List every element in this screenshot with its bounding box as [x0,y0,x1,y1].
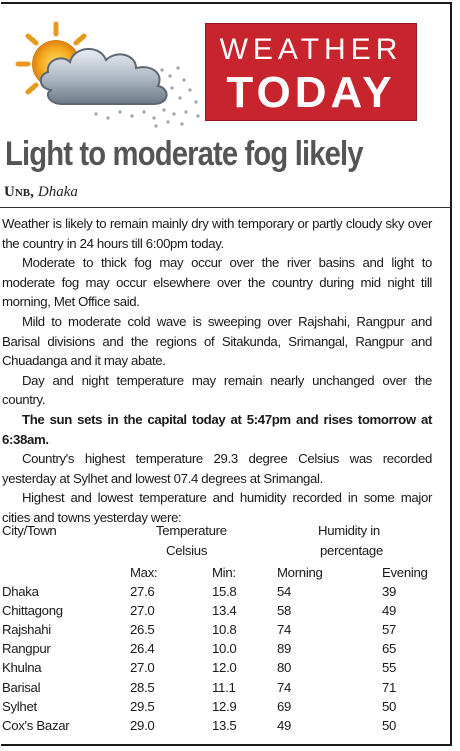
cell-min: 10.8 [212,622,237,637]
cell-max: 27.0 [130,660,155,675]
cell-max: 27.0 [130,603,155,618]
cell-evening: 50 [382,718,397,733]
byline-dateline: Dhaka [37,184,78,200]
masthead-weather: WEATHER [219,33,403,66]
table-row [2,601,432,620]
col-header-percentage: percentage [320,543,383,558]
paragraph: Moderate to thick fog may occur over the river basins and light to moderate fog may occur elsewhere over the country during mid night till morning, Met Office said. [2,255,432,310]
divider [0,207,451,208]
col-header-city: City/Town [2,523,57,538]
cell-morning: 89 [277,641,292,656]
table-row [2,620,432,639]
cloud-sun-rain-icon [12,20,208,128]
col-header-temperature: Temperature [156,523,227,538]
cell-min: 13.5 [212,718,237,733]
cell-morning: 74 [277,680,292,695]
cell-max: 27.6 [130,584,155,599]
cell-city: Sylhet [2,699,37,714]
cell-city: Chittagong [2,603,63,618]
cell-city: Dhaka [2,584,39,599]
cell-city: Cox's Bazar [2,718,70,733]
cell-evening: 49 [382,603,397,618]
subheader-morning: Morning [277,565,323,580]
table-row [2,658,432,677]
article-headline: Light to moderate fog likely [5,135,363,173]
col-header-humidity: Humidity in [318,523,380,538]
cell-max: 28.5 [130,680,155,695]
subheader-max: Max: [130,565,158,580]
cell-morning: 49 [277,718,292,733]
paragraph: Country's highest temperature 29.3 degree Celsius was recorded yesterday at Sylhet and lowest 07.4 degrees at Srimangal. [2,451,432,486]
cell-max: 29.0 [130,718,155,733]
cell-min: 15.8 [212,584,237,599]
table-row [2,639,432,658]
cell-min: 10.0 [212,641,237,656]
col-header-celsius: Celsius [166,543,208,558]
masthead-today: TODAY [226,68,396,117]
cell-city: Khulna [2,660,42,675]
paragraph: Highest and lowest temperature and humidity recorded in some major cities and towns yesterday were: [2,490,432,525]
cell-city: Barisal [2,680,41,695]
table-row [2,697,432,716]
cell-max: 26.5 [130,622,155,637]
byline [4,184,78,201]
paragraph-sun-times: The sun sets in the capital today at 5:47pm and rises tomorrow at 6:38am. [2,411,432,447]
table-row [2,716,432,735]
cell-min: 12.9 [212,699,237,714]
cell-morning: 80 [277,660,292,675]
subheader-evening: Evening [382,565,428,580]
paragraph: Day and night temperature may remain nearly unchanged over the country. [2,372,432,408]
cell-evening: 39 [382,584,397,599]
subheader-row [2,563,432,582]
cell-evening: 57 [382,622,397,637]
cell-morning: 54 [277,584,292,599]
cell-max: 26.4 [130,641,155,656]
cell-morning: 58 [277,603,292,618]
article-body [2,214,432,528]
cell-evening: 55 [382,660,397,675]
paragraph: Weather is likely to remain mainly dry with temporary or partly cloudy sky over the country in 24 hours till 6:00pm today. [2,216,432,251]
cell-evening: 65 [382,641,397,656]
cell-min: 12.0 [212,660,237,675]
cell-evening: 71 [382,680,397,695]
cell-evening: 50 [382,699,397,714]
cell-city: Rangpur [2,641,51,656]
table-row [2,582,432,601]
cell-morning: 74 [277,622,292,637]
table-row [2,678,432,697]
cell-min: 11.1 [212,680,236,695]
paragraph: Mild to moderate cold wave is sweeping over Rajshahi, Rangpur and Barisal divisions and the regions of Sitakunda, Srimangal, Rangpur and Chuadanga and it may abate. [2,313,432,369]
byline-source: Unb, [4,184,34,200]
cell-max: 29.5 [130,699,155,714]
masthead-banner [205,23,417,121]
cell-morning: 69 [277,699,292,714]
cell-min: 13.4 [212,603,237,618]
cell-city: Rajshahi [2,622,51,637]
subheader-min: Min: [212,565,236,580]
